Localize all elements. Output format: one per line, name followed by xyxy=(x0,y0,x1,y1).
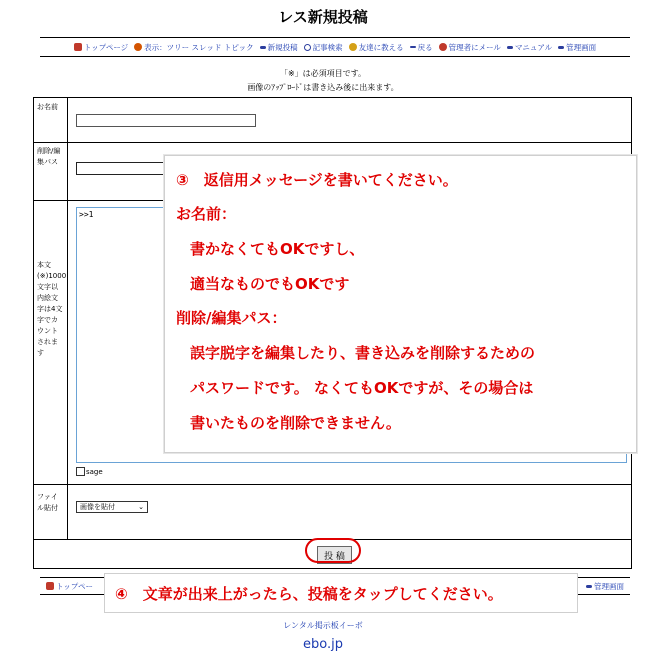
nav-item-admin[interactable]: 管理画面 xyxy=(558,42,596,53)
checkbox-icon xyxy=(76,467,85,476)
password-input[interactable] xyxy=(76,162,166,175)
callout3-line1: ③ 返信用メッセージを書いてください。 xyxy=(176,171,458,189)
name-input[interactable] xyxy=(76,114,256,127)
image-select[interactable] xyxy=(76,501,148,513)
admin-icon xyxy=(586,585,592,588)
instruction-callout-3 xyxy=(164,155,637,453)
submit-button[interactable]: 投 稿 xyxy=(317,546,352,564)
mail-icon xyxy=(439,43,447,51)
home-icon xyxy=(46,582,54,590)
nav-item-search[interactable]: 記事検索 xyxy=(304,42,343,53)
nav-item-new-post[interactable]: 新規投稿 xyxy=(260,42,298,53)
submit-highlight xyxy=(305,538,361,563)
wrench-icon xyxy=(507,46,513,49)
file-label: ファイル貼付 xyxy=(34,484,68,539)
upload-note: 画像のｱｯﾌﾟﾛｰﾄﾞは書き込み後に出来ます。 xyxy=(247,83,399,92)
back-icon xyxy=(410,46,416,48)
callout3-line6: 誤字脱字を編集したり、書き込みを削除するための xyxy=(190,344,536,362)
nav-item-mail-admin[interactable]: 管理者にメール xyxy=(439,42,501,53)
search-icon xyxy=(304,44,311,51)
top-nav-bar xyxy=(40,37,630,57)
file-row xyxy=(34,484,631,540)
password-label: 削除/編集パス xyxy=(34,142,68,200)
sage-label: sage xyxy=(86,467,103,476)
name-row xyxy=(34,98,631,143)
admin-icon xyxy=(558,46,564,49)
nav-item-tell-friend[interactable]: 友達に教える xyxy=(349,42,404,53)
nav-item-back[interactable]: 戻る xyxy=(410,42,433,53)
home-icon xyxy=(74,43,82,51)
bottom-nav-item-admin[interactable]: 管理画面 xyxy=(586,581,624,592)
view-icon xyxy=(134,43,142,51)
name-label: お名前 xyxy=(34,98,68,142)
nav-item-top[interactable]: トップページ xyxy=(74,42,128,53)
page-title: レス新規投稿 xyxy=(278,8,368,26)
body-textarea[interactable]: >>1 xyxy=(76,207,627,463)
sage-checkbox[interactable] xyxy=(76,467,103,476)
nav-item-view[interactable]: 表示：ツリー スレッド トピック xyxy=(134,42,253,53)
body-label: 本文(※)1000文字以内絵文字は4文字でカウントされます xyxy=(34,200,68,484)
callout3-line4: 適当なものでもOKです xyxy=(190,275,350,293)
friend-icon xyxy=(349,43,357,51)
footer-domain[interactable]: ebo.jp xyxy=(303,637,343,652)
callout3-line7: パスワードです。 なくてもOKですが、その場合は xyxy=(190,379,534,397)
image-select-value: 画像を貼付 xyxy=(80,503,115,511)
callout3-line3: 書かなくてもOKですし、 xyxy=(190,240,365,258)
callout3-line5: 削除/編集パス： xyxy=(176,309,287,327)
callout3-line8: 書いたものを削除できません。 xyxy=(190,414,401,432)
pen-icon xyxy=(260,46,266,49)
required-note: 「※」は必須項目です。 xyxy=(279,69,367,78)
callout3-line2: お名前： xyxy=(176,205,237,223)
instruction-callout-4: ④ 文章が出来上がったら、投稿をタップしてください。 xyxy=(104,573,578,613)
chevron-down-icon: ⌄ xyxy=(138,503,144,511)
bottom-nav-item-top[interactable]: トップペー xyxy=(46,581,93,592)
footer-link[interactable]: レンタル掲示板イーボ xyxy=(283,621,363,630)
nav-item-manual[interactable]: マニュアル xyxy=(507,42,552,53)
